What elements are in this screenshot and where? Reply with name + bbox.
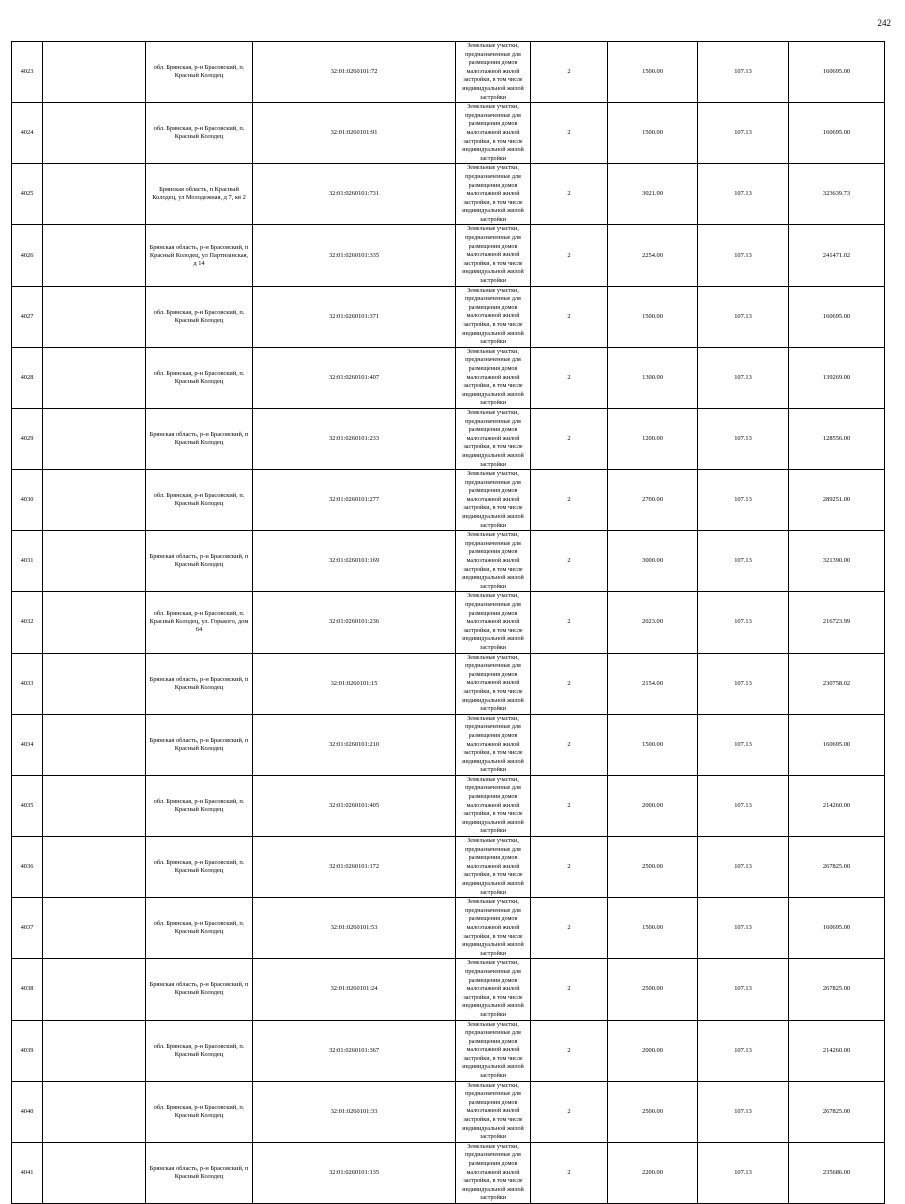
land-use-cell: Земельные участки, предназначенные для размещения домов малоэтажной жилой застройки, в том числе индивидуальной жилой застройки bbox=[456, 531, 531, 592]
area-cell: 2023.00 bbox=[608, 592, 698, 653]
empty-cell bbox=[43, 470, 146, 531]
row-number-cell: 4039 bbox=[12, 1020, 43, 1081]
table-row bbox=[12, 898, 885, 959]
address-cell: обл. Брянская, р-н Брасовский, п. Красный Колодец bbox=[146, 286, 253, 347]
table-row bbox=[12, 837, 885, 898]
area-cell: 2254.00 bbox=[608, 225, 698, 286]
area-cell: 1300.00 bbox=[608, 347, 698, 408]
group-number-cell: 2 bbox=[531, 959, 608, 1020]
row-number-cell: 4026 bbox=[12, 225, 43, 286]
land-use-cell: Земельные участки, предназначенные для размещения домов малоэтажной жилой застройки, в том числе индивидуальной жилой застройки bbox=[456, 592, 531, 653]
table-row bbox=[12, 103, 885, 164]
row-number-cell: 4040 bbox=[12, 1081, 43, 1142]
address-cell: Брянская область, р-н Брасовский, п Красный Колодец, ул Партизанская, д 14 bbox=[146, 225, 253, 286]
table-row bbox=[12, 408, 885, 469]
area-cell: 2500.00 bbox=[608, 959, 698, 1020]
empty-cell bbox=[43, 408, 146, 469]
row-number-cell: 4035 bbox=[12, 775, 43, 836]
table-row bbox=[12, 164, 885, 225]
address-cell: обл. Брянская, р-н Брасовский, п. Красный Колодец bbox=[146, 898, 253, 959]
cadastral-number-cell: 32:01:0260101:233 bbox=[253, 408, 456, 469]
cadastral-value-cell: 160695.00 bbox=[789, 898, 885, 959]
empty-cell bbox=[43, 347, 146, 408]
land-use-cell: Земельные участки, предназначенные для размещения домов малоэтажной жилой застройки, в том числе индивидуальной жилой застройки bbox=[456, 714, 531, 775]
land-use-cell: Земельные участки, предназначенные для размещения домов малоэтажной жилой застройки, в том числе индивидуальной жилой застройки bbox=[456, 347, 531, 408]
cadastral-value-cell: 321390.00 bbox=[789, 531, 885, 592]
address-cell: Брянская область, р-н Брасовский, п Красный Колодец bbox=[146, 1142, 253, 1203]
land-use-cell: Земельные участки, предназначенные для размещения домов малоэтажной жилой застройки, в том числе индивидуальной жилой застройки bbox=[456, 898, 531, 959]
group-number-cell: 2 bbox=[531, 531, 608, 592]
table-row bbox=[12, 714, 885, 775]
cadastral-value-cell: 139269.00 bbox=[789, 347, 885, 408]
row-number-cell: 4024 bbox=[12, 103, 43, 164]
group-number-cell: 2 bbox=[531, 1020, 608, 1081]
cadastral-value-cell: 216723.99 bbox=[789, 592, 885, 653]
land-use-cell: Земельные участки, предназначенные для размещения домов малоэтажной жилой застройки, в том числе индивидуальной жилой застройки bbox=[456, 1020, 531, 1081]
area-cell: 1500.00 bbox=[608, 714, 698, 775]
land-use-cell: Земельные участки, предназначенные для размещения домов малоэтажной жилой застройки, в том числе индивидуальной жилой застройки bbox=[456, 959, 531, 1020]
cadastral-value-cell: 289251.00 bbox=[789, 470, 885, 531]
area-cell: 3000.00 bbox=[608, 531, 698, 592]
specific-value-cell: 107.13 bbox=[698, 959, 789, 1020]
land-use-cell: Земельные участки, предназначенные для размещения домов малоэтажной жилой застройки, в том числе индивидуальной жилой застройки bbox=[456, 408, 531, 469]
group-number-cell: 2 bbox=[531, 1081, 608, 1142]
specific-value-cell: 107.13 bbox=[698, 775, 789, 836]
empty-cell bbox=[43, 225, 146, 286]
cadastral-number-cell: 32:01:0260101:169 bbox=[253, 531, 456, 592]
empty-cell bbox=[43, 898, 146, 959]
cadastral-value-cell: 230758.02 bbox=[789, 653, 885, 714]
specific-value-cell: 107.13 bbox=[698, 653, 789, 714]
address-cell: обл. Брянская, р-н Брасовский, п. Красный Колодец bbox=[146, 1081, 253, 1142]
cadastral-value-table bbox=[11, 41, 885, 1204]
cadastral-number-cell: 32:01:0260101:53 bbox=[253, 898, 456, 959]
table-row bbox=[12, 959, 885, 1020]
land-use-cell: Земельные участки, предназначенные для размещения домов малоэтажной жилой застройки, в том числе индивидуальной жилой застройки bbox=[456, 1081, 531, 1142]
area-cell: 2154.00 bbox=[608, 653, 698, 714]
table-row bbox=[12, 470, 885, 531]
cadastral-value-cell: 128556.00 bbox=[789, 408, 885, 469]
table-row bbox=[12, 1142, 885, 1203]
empty-cell bbox=[43, 103, 146, 164]
cadastral-number-cell: 32:01:0260101:24 bbox=[253, 959, 456, 1020]
cadastral-value-cell: 160695.00 bbox=[789, 714, 885, 775]
cadastral-number-cell: 32:01:0260101:277 bbox=[253, 470, 456, 531]
specific-value-cell: 107.13 bbox=[698, 837, 789, 898]
specific-value-cell: 107.13 bbox=[698, 1081, 789, 1142]
specific-value-cell: 107.13 bbox=[698, 1142, 789, 1203]
group-number-cell: 2 bbox=[531, 408, 608, 469]
row-number-cell: 4041 bbox=[12, 1142, 43, 1203]
specific-value-cell: 107.13 bbox=[698, 347, 789, 408]
table-row bbox=[12, 286, 885, 347]
specific-value-cell: 107.13 bbox=[698, 408, 789, 469]
row-number-cell: 4030 bbox=[12, 470, 43, 531]
address-cell: обл. Брянская, р-н Брасовский, п. Красный Колодец bbox=[146, 470, 253, 531]
address-cell: Брянская область, р-н Брасовский, п Красный Колодец bbox=[146, 531, 253, 592]
table-row bbox=[12, 225, 885, 286]
row-number-cell: 4023 bbox=[12, 42, 43, 103]
group-number-cell: 2 bbox=[531, 225, 608, 286]
area-cell: 2000.00 bbox=[608, 1020, 698, 1081]
land-use-cell: Земельные участки, предназначенные для размещения домов малоэтажной жилой застройки, в том числе индивидуальной жилой застройки bbox=[456, 837, 531, 898]
group-number-cell: 2 bbox=[531, 103, 608, 164]
table-row bbox=[12, 653, 885, 714]
cadastral-value-cell: 235686.00 bbox=[789, 1142, 885, 1203]
land-use-cell: Земельные участки, предназначенные для размещения домов малоэтажной жилой застройки, в том числе индивидуальной жилой застройки bbox=[456, 653, 531, 714]
row-number-cell: 4029 bbox=[12, 408, 43, 469]
table-row bbox=[12, 347, 885, 408]
specific-value-cell: 107.13 bbox=[698, 42, 789, 103]
group-number-cell: 2 bbox=[531, 714, 608, 775]
table-row bbox=[12, 775, 885, 836]
group-number-cell: 2 bbox=[531, 898, 608, 959]
cadastral-number-cell: 32:01:0260101:72 bbox=[253, 42, 456, 103]
row-number-cell: 4028 bbox=[12, 347, 43, 408]
cadastral-value-cell: 160695.00 bbox=[789, 103, 885, 164]
cadastral-number-cell: 32:01:0260101:236 bbox=[253, 592, 456, 653]
cadastral-number-cell: 32:01:0260101:335 bbox=[253, 225, 456, 286]
address-cell: Брянская область, р-н Брасовский, п Красный Колодец bbox=[146, 408, 253, 469]
address-cell: Брянская область, п Красный Колодец, ул Молодежная, д 7, кв 2 bbox=[146, 164, 253, 225]
row-number-cell: 4032 bbox=[12, 592, 43, 653]
empty-cell bbox=[43, 531, 146, 592]
address-cell: обл. Брянская, р-н Брасовский, п. Красный Колодец bbox=[146, 103, 253, 164]
cadastral-number-cell: 32:01:0260101:15 bbox=[253, 653, 456, 714]
table-row bbox=[12, 1081, 885, 1142]
table-row bbox=[12, 42, 885, 103]
table-body bbox=[12, 42, 885, 1204]
cadastral-number-cell: 32:01:0260101:405 bbox=[253, 775, 456, 836]
empty-cell bbox=[43, 42, 146, 103]
land-use-cell: Земельные участки, предназначенные для размещения домов малоэтажной жилой застройки, в том числе индивидуальной жилой застройки bbox=[456, 103, 531, 164]
address-cell: обл. Брянская, р-н Брасовский, п. Красный Колодец, ул. Горького, дом 64 bbox=[146, 592, 253, 653]
row-number-cell: 4037 bbox=[12, 898, 43, 959]
address-cell: Брянская область, р-н Брасовский, п Красный Колодец bbox=[146, 653, 253, 714]
area-cell: 3021.00 bbox=[608, 164, 698, 225]
area-cell: 1500.00 bbox=[608, 898, 698, 959]
cadastral-number-cell: 32:01:0260101:33 bbox=[253, 1081, 456, 1142]
land-use-cell: Земельные участки, предназначенные для размещения домов малоэтажной жилой застройки, в том числе индивидуальной жилой застройки bbox=[456, 1142, 531, 1203]
specific-value-cell: 107.13 bbox=[698, 898, 789, 959]
specific-value-cell: 107.13 bbox=[698, 225, 789, 286]
address-cell: обл. Брянская, р-н Брасовский, п. Красный Колодец bbox=[146, 42, 253, 103]
empty-cell bbox=[43, 592, 146, 653]
empty-cell bbox=[43, 286, 146, 347]
address-cell: обл. Брянская, р-н Брасовский, п. Красный Колодец bbox=[146, 837, 253, 898]
table-row bbox=[12, 531, 885, 592]
table-row bbox=[12, 1020, 885, 1081]
empty-cell bbox=[43, 1020, 146, 1081]
group-number-cell: 2 bbox=[531, 653, 608, 714]
area-cell: 1500.00 bbox=[608, 286, 698, 347]
row-number-cell: 4025 bbox=[12, 164, 43, 225]
empty-cell bbox=[43, 164, 146, 225]
land-use-cell: Земельные участки, предназначенные для размещения домов малоэтажной жилой застройки, в том числе индивидуальной жилой застройки bbox=[456, 225, 531, 286]
area-cell: 1200.00 bbox=[608, 408, 698, 469]
cadastral-value-cell: 267825.00 bbox=[789, 959, 885, 1020]
cadastral-value-cell: 323639.73 bbox=[789, 164, 885, 225]
address-cell: обл. Брянская, р-н Брасовский, п. Красный Колодец bbox=[146, 347, 253, 408]
cadastral-number-cell: 32:01:0260101:371 bbox=[253, 286, 456, 347]
cadastral-value-cell: 214260.00 bbox=[789, 1020, 885, 1081]
land-use-cell: Земельные участки, предназначенные для размещения домов малоэтажной жилой застройки, в том числе индивидуальной жилой застройки bbox=[456, 470, 531, 531]
cadastral-number-cell: 32:01:0260101:407 bbox=[253, 347, 456, 408]
area-cell: 1500.00 bbox=[608, 103, 698, 164]
row-number-cell: 4036 bbox=[12, 837, 43, 898]
group-number-cell: 2 bbox=[531, 775, 608, 836]
land-use-cell: Земельные участки, предназначенные для размещения домов малоэтажной жилой застройки, в том числе индивидуальной жилой застройки bbox=[456, 42, 531, 103]
area-cell: 2500.00 bbox=[608, 1081, 698, 1142]
cadastral-number-cell: 32:01:0260101:91 bbox=[253, 103, 456, 164]
group-number-cell: 2 bbox=[531, 164, 608, 225]
group-number-cell: 2 bbox=[531, 1142, 608, 1203]
area-cell: 2500.00 bbox=[608, 837, 698, 898]
page-number: 242 bbox=[877, 18, 891, 28]
area-cell: 2200.00 bbox=[608, 1142, 698, 1203]
specific-value-cell: 107.13 bbox=[698, 103, 789, 164]
cadastral-number-cell: 32:01:0260101:210 bbox=[253, 714, 456, 775]
area-cell: 2700.00 bbox=[608, 470, 698, 531]
row-number-cell: 4033 bbox=[12, 653, 43, 714]
area-cell: 1500.00 bbox=[608, 42, 698, 103]
area-cell: 2000.00 bbox=[608, 775, 698, 836]
row-number-cell: 4038 bbox=[12, 959, 43, 1020]
land-use-cell: Земельные участки, предназначенные для размещения домов малоэтажной жилой застройки, в том числе индивидуальной жилой застройки bbox=[456, 286, 531, 347]
specific-value-cell: 107.13 bbox=[698, 470, 789, 531]
row-number-cell: 4027 bbox=[12, 286, 43, 347]
group-number-cell: 2 bbox=[531, 286, 608, 347]
address-cell: Брянская область, р-н Брасовский, п Красный Колодец bbox=[146, 714, 253, 775]
empty-cell bbox=[43, 714, 146, 775]
group-number-cell: 2 bbox=[531, 837, 608, 898]
address-cell: обл. Брянская, р-н Брасовский, п. Красный Колодец bbox=[146, 1020, 253, 1081]
cadastral-value-cell: 214260.00 bbox=[789, 775, 885, 836]
group-number-cell: 2 bbox=[531, 470, 608, 531]
cadastral-value-cell: 267825.00 bbox=[789, 837, 885, 898]
empty-cell bbox=[43, 959, 146, 1020]
empty-cell bbox=[43, 775, 146, 836]
specific-value-cell: 107.13 bbox=[698, 286, 789, 347]
specific-value-cell: 107.13 bbox=[698, 714, 789, 775]
address-cell: Брянская область, р-н Брасовский, п Красный Колодец bbox=[146, 959, 253, 1020]
empty-cell bbox=[43, 1081, 146, 1142]
table-row bbox=[12, 592, 885, 653]
cadastral-number-cell: 32:01:0260101:367 bbox=[253, 1020, 456, 1081]
cadastral-value-cell: 241471.02 bbox=[789, 225, 885, 286]
land-use-cell: Земельные участки, предназначенные для размещения домов малоэтажной жилой застройки, в том числе индивидуальной жилой застройки bbox=[456, 164, 531, 225]
cadastral-value-cell: 160695.00 bbox=[789, 286, 885, 347]
cadastral-number-cell: 32:01:0260101:731 bbox=[253, 164, 456, 225]
cadastral-value-cell: 160695.00 bbox=[789, 42, 885, 103]
empty-cell bbox=[43, 837, 146, 898]
row-number-cell: 4034 bbox=[12, 714, 43, 775]
specific-value-cell: 107.13 bbox=[698, 592, 789, 653]
cadastral-value-cell: 267825.00 bbox=[789, 1081, 885, 1142]
specific-value-cell: 107.13 bbox=[698, 164, 789, 225]
cadastral-number-cell: 32:01:0260101:172 bbox=[253, 837, 456, 898]
land-use-cell: Земельные участки, предназначенные для размещения домов малоэтажной жилой застройки, в том числе индивидуальной жилой застройки bbox=[456, 775, 531, 836]
specific-value-cell: 107.13 bbox=[698, 531, 789, 592]
empty-cell bbox=[43, 1142, 146, 1203]
group-number-cell: 2 bbox=[531, 592, 608, 653]
cadastral-number-cell: 32:01:0260101:135 bbox=[253, 1142, 456, 1203]
address-cell: обл. Брянская, р-н Брасовский, п. Красный Колодец bbox=[146, 775, 253, 836]
empty-cell bbox=[43, 653, 146, 714]
specific-value-cell: 107.13 bbox=[698, 1020, 789, 1081]
row-number-cell: 4031 bbox=[12, 531, 43, 592]
group-number-cell: 2 bbox=[531, 42, 608, 103]
group-number-cell: 2 bbox=[531, 347, 608, 408]
